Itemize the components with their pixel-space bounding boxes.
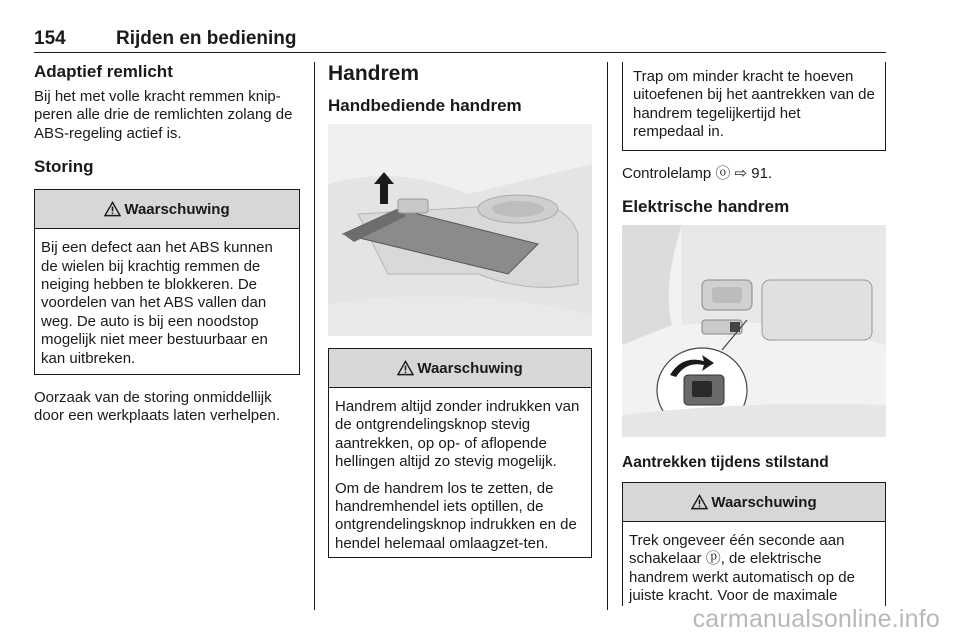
heading-handrem: Handrem (328, 62, 420, 85)
warning-header (623, 483, 885, 522)
electric-brake-image (622, 225, 886, 437)
warning-box-electric (622, 482, 886, 606)
warning-title: Waarschuwing (417, 359, 523, 377)
section-title: Rijden en bediening (116, 28, 297, 49)
warning-paragraph-1: Handrem altijd zonder indrukken van de ontgrendelingsknop stevig aantrekken, op op- of aflopende hellingen altijd zo stevig mogelijk. (335, 398, 580, 471)
warning-header (35, 190, 299, 229)
warning-text: Trek ongeveer één seconde aan schakelaar ⓟ, de elektrische handrem werkt automatisch op de juiste kracht. Voor de maximale (629, 532, 855, 605)
warning-triangle-icon (104, 201, 121, 217)
warning-paragraph-2: Om de handrem los te zetten, de handremhendel iets optillen, de ontgrendelingsknop indrukken en de hendel helemaal omlaagzet-ten. (335, 479, 577, 552)
hand-brake-illustration (328, 124, 592, 336)
hand-brake-image (328, 124, 592, 336)
heading-apply-at-standstill: Aantrekken tijdens stilstand (622, 454, 829, 472)
column-right (622, 62, 886, 620)
electric-brake-illustration (622, 225, 886, 437)
column-left (34, 62, 300, 434)
note-text: Trap om minder kracht te hoeven uitoefenen bij het aantrekken van de handrem tegelijkertijd het rempedaal in. (633, 68, 875, 141)
heading-hand-brake: Handbediende handrem (328, 96, 522, 115)
heading-adaptive-brake-light: Adaptief remlicht (34, 62, 173, 81)
warning-box-abs (34, 189, 300, 375)
warning-text: Bij een defect aan het ABS kunnen de wielen bij krachtig remmen de neiging hebben te blokkeren. De voordelen van het ABS vallen dan weg. De auto is bij een noodstop mogelijk niet meer bestuurbaar en kan uitbreken. (41, 239, 273, 367)
column-divider-right (607, 62, 608, 610)
warning-box-handrem (328, 348, 592, 558)
warning-triangle-icon (397, 360, 414, 376)
warning-body (329, 388, 591, 553)
heading-storing: Storing (34, 157, 94, 177)
warning-header (329, 349, 591, 388)
warning-body (623, 522, 885, 606)
adaptive-text: Bij het met volle kracht remmen knip-peren alle drie de remlichten zolang de ABS-regeling actief is. (34, 88, 293, 142)
warning-title: Waarschuwing (124, 200, 230, 218)
warning-triangle-icon (691, 494, 708, 510)
heading-electric-brake: Elektrische handrem (622, 197, 790, 217)
page-header (34, 28, 886, 53)
column-middle (328, 62, 592, 572)
warning-body (35, 229, 299, 374)
control-lamp-reference: Controlelamp ⓞ ⇨ 91. (622, 164, 773, 182)
column-divider-left (314, 62, 315, 610)
watermark: carmanualsonline.info (692, 605, 940, 633)
warning-title: Waarschuwing (711, 493, 817, 511)
note-box-continued (622, 62, 886, 151)
storing-text: Oorzaak van de storing onmiddellijk door een werkplaats laten verhelpen. (34, 389, 280, 425)
page-number: 154 (34, 28, 66, 49)
